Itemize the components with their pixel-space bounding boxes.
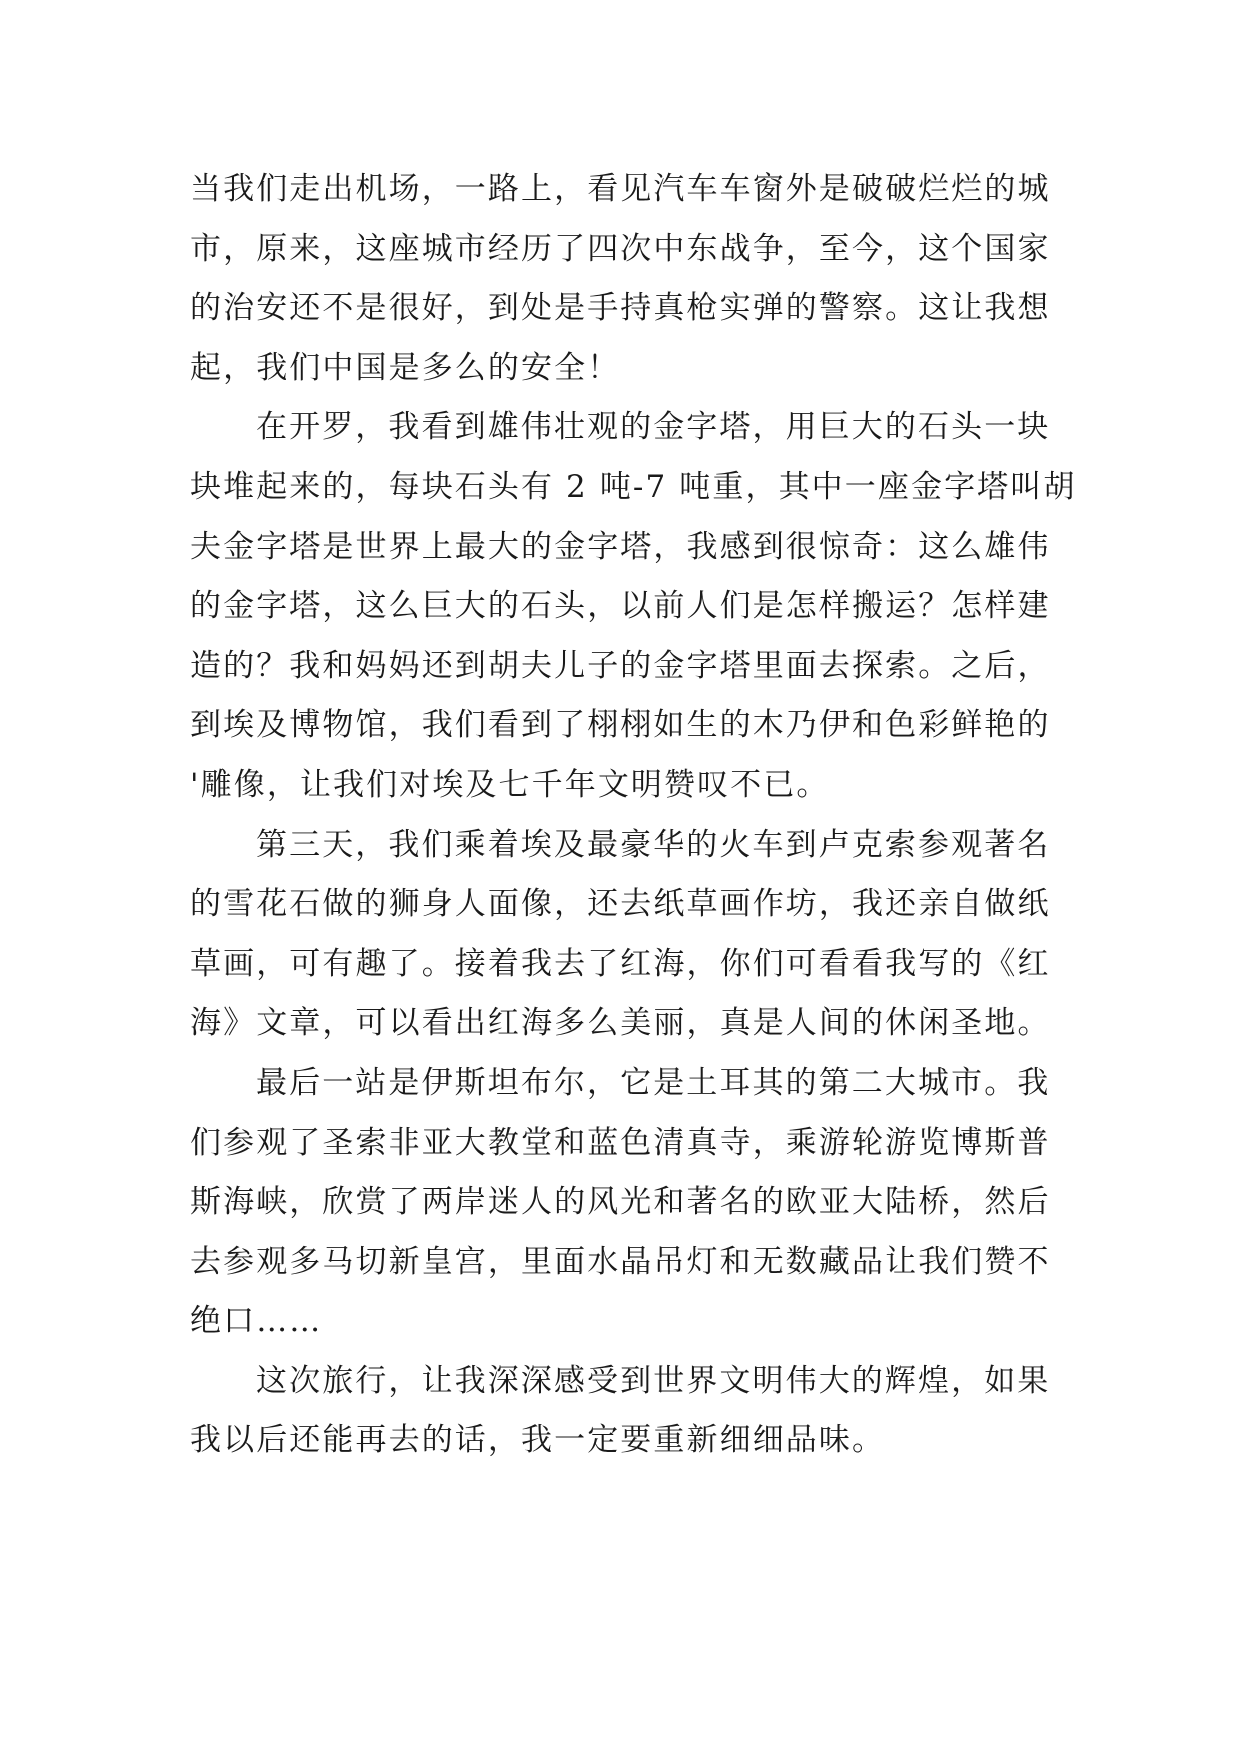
- text-line: 去参观多马切新皇宫，里面水晶吊灯和无数藏品让我们赞不: [190, 1243, 1051, 1280]
- text-line: 当我们走出机场，一路上，看见汽车车窗外是破破烂烂的城: [190, 171, 1051, 207]
- text-line: 的金字塔，这么巨大的石头，以前人们是怎样搬运？怎样建: [190, 588, 1051, 625]
- paragraph-first-line: 第三天，我们乘着埃及最豪华的火车到卢克索参观著名: [256, 826, 1051, 863]
- text-line: 市，原来，这座城市经历了四次中东战争，至今，这个国家: [190, 230, 1051, 267]
- text-line: 们参观了圣索非亚大教堂和蓝色清真寺，乘游轮游览博斯普: [190, 1124, 1051, 1161]
- text-line: 海》文章，可以看出红海多么美丽，真是人间的休闲圣地。: [190, 1005, 1051, 1042]
- paragraph-first-line: 在开罗，我看到雄伟壮观的金字塔，用巨大的石头一块: [256, 409, 1051, 446]
- body-text: [190, 160, 1077, 1471]
- text-line: 草画，可有趣了。接着我去了红海，你们可看看我写的《红: [190, 945, 1051, 982]
- text-line: 的治安还不是很好，到处是手持真枪实弹的警察。这让我想: [190, 290, 1051, 327]
- text-line: 我以后还能再去的话，我一定要重新细细品味。: [190, 1422, 886, 1459]
- text-line: 斯海峡，欣赏了两岸迷人的风光和著名的欧亚大陆桥，然后: [190, 1184, 1051, 1221]
- text-line: 块堆起来的，每块石头有 2 吨-7 吨重，其中一座金字塔叫胡: [190, 468, 1077, 505]
- paragraph-first-line: 最后一站是伊斯坦布尔，它是土耳其的第二大城市。我: [256, 1064, 1051, 1101]
- paragraph-first-line: 这次旅行，让我深深感受到世界文明伟大的辉煌，如果: [256, 1362, 1051, 1399]
- text-line: 到埃及博物馆，我们看到了栩栩如生的木乃伊和色彩鲜艳的: [190, 707, 1051, 744]
- text-line: '雕像，让我们对埃及七千年文明赞叹不已。: [190, 766, 830, 803]
- text-line: 造的？我和妈妈还到胡夫儿子的金字塔里面去探索。之后，: [190, 647, 1051, 684]
- text-line: 绝口……: [190, 1303, 323, 1340]
- text-line: 的雪花石做的狮身人面像，还去纸草画作坊，我还亲自做纸: [190, 886, 1051, 923]
- text-line: 起，我们中国是多么的安全！: [190, 349, 621, 386]
- text-line: 夫金字塔是世界上最大的金字塔，我感到很惊奇：这么雄伟: [190, 528, 1051, 565]
